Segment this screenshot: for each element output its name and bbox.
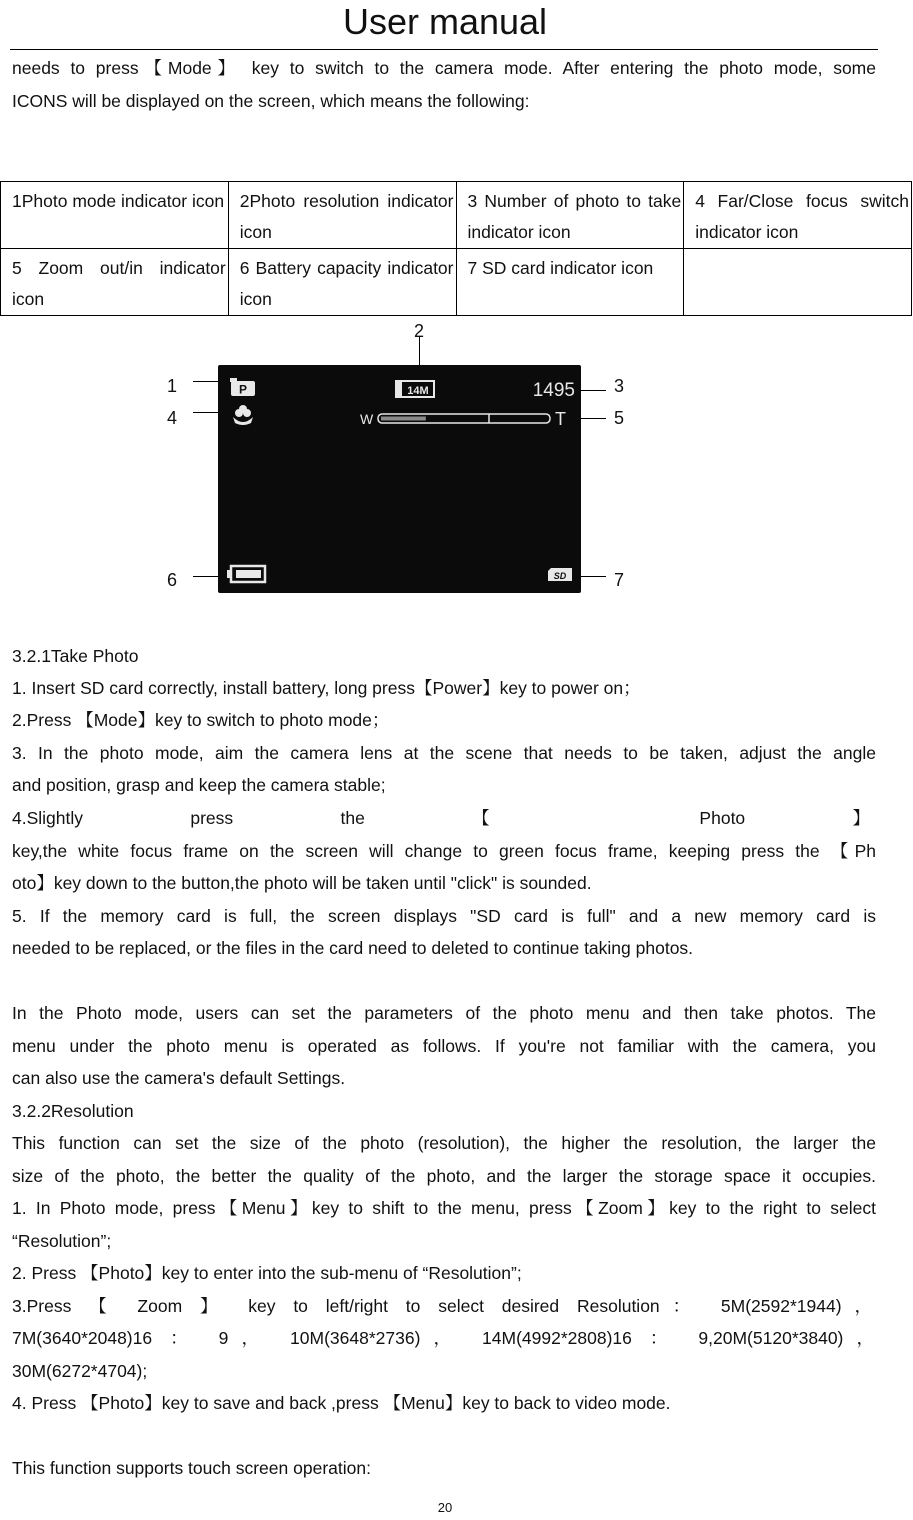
mode-badge-text: P xyxy=(238,382,248,397)
body-line: “Resolution”; xyxy=(12,1231,112,1251)
body-line: 3. In the photo mode, aim the camera lens at the scene that needs to be taken, adjust the angle xyxy=(12,743,876,763)
table-cell: 3 Number of photo to take indicator icon xyxy=(456,182,684,249)
body-line: size of the photo, the better the quality of the photo, and the larger the storage space it occupies. xyxy=(12,1166,876,1186)
body-line: 30M(6272*4704); xyxy=(12,1361,148,1381)
page-title: User manual xyxy=(342,1,548,42)
table-cell: 6 Battery capacity indicator icon xyxy=(228,249,456,316)
body-line: This function can set the size of the photo (resolution), the higher the resolution, the larger the xyxy=(12,1133,876,1153)
table-cell: 4 Far/Close focus switch indicator icon xyxy=(684,182,912,249)
sd-card-icon xyxy=(548,568,572,581)
body-line: 4.Slightly press the 【 Photo 】 xyxy=(12,808,870,828)
body-line: This function supports touch screen operation: xyxy=(12,1458,371,1478)
callout-line-5 xyxy=(580,418,606,419)
table-row xyxy=(1,249,912,316)
body-line: 7M(3640*2048)16 ： 9， 10M(3648*2736)， 14M(4992*2808)16 ： 9,20M(5120*3840)， xyxy=(12,1328,874,1348)
section-heading: 3.2.2Resolution xyxy=(12,1101,134,1121)
callout-5: 5 xyxy=(614,408,625,428)
body-line: and position, grasp and keep the camera stable; xyxy=(12,775,386,795)
shot-count-text: 1495 xyxy=(532,380,575,401)
body-line: menu under the photo menu is operated as follows. If you're not familiar with the camera, you xyxy=(12,1036,876,1056)
zoom-tele-label: T xyxy=(555,409,566,429)
body-line: 2.Press 【Mode】key to switch to photo mode； xyxy=(12,710,390,730)
zoom-wide-label: W xyxy=(360,411,374,427)
resolution-badge-text: 14M xyxy=(407,385,429,397)
camera-screen-image xyxy=(218,365,581,593)
table-cell: 1Photo mode indicator icon xyxy=(1,182,229,249)
body-line: In the Photo mode, users can set the parameters of the photo menu and then take photos. The xyxy=(12,1003,876,1023)
callout-4: 4 xyxy=(167,408,178,428)
table-cell: 7 SD card indicator icon xyxy=(456,249,684,316)
callout-3: 3 xyxy=(614,376,625,396)
callout-1: 1 xyxy=(167,376,178,396)
section-heading: 3.2.1Take Photo xyxy=(12,646,139,666)
body-line: oto】key down to the button,the photo will be taken until "click" is sounded. xyxy=(12,873,592,893)
body-line: needed to be replaced, or the files in the card need to deleted to continue taking photos. xyxy=(12,938,694,958)
icon-legend-table xyxy=(0,181,912,316)
intro-line-1: needs to press【Mode】 key to switch to the camera mode. After entering the photo mode, some xyxy=(12,58,876,78)
body-line: key,the white focus frame on the screen will change to green focus frame, keeping press the 【Ph xyxy=(12,841,876,861)
body-line: can also use the camera's default Settings. xyxy=(12,1068,346,1088)
photo-mode-icon xyxy=(230,378,255,397)
table-row xyxy=(1,182,912,249)
callout-line-3 xyxy=(580,390,606,391)
body-line: 3.Press 【 Zoom 】 key to left/right to select desired Resolution： 5M(2592*1944)， xyxy=(12,1296,872,1316)
body-line: 1. In Photo mode, press【Menu】key to shift to the menu, press【Zoom】key to the right to select xyxy=(12,1198,876,1218)
resolution-icon xyxy=(396,381,434,397)
body-line: 1. Insert SD card correctly, install battery, long press【Power】key to power on； xyxy=(12,678,641,698)
page-number: 20 xyxy=(437,1500,453,1515)
macro-flower-icon xyxy=(233,405,253,425)
body-line: 2. Press 【Photo】key to enter into the sub-menu of “Resolution”; xyxy=(12,1263,522,1283)
battery-icon xyxy=(227,566,265,582)
callout-2: 2 xyxy=(414,321,425,341)
sd-label-text: SD xyxy=(553,571,567,581)
table-cell: 2Photo resolution indicator icon xyxy=(228,182,456,249)
table-cell xyxy=(684,249,912,316)
body-line: 4. Press 【Photo】key to save and back ,press 【Menu】key to back to video mode. xyxy=(12,1393,671,1413)
callout-line-7 xyxy=(580,576,606,577)
body-line: 5. If the memory card is full, the screen displays "SD card is full" and a new memory card is xyxy=(12,906,876,926)
header-rule xyxy=(10,49,878,50)
callout-6: 6 xyxy=(167,570,178,590)
camera-screen-graphic xyxy=(218,365,581,593)
callout-7: 7 xyxy=(614,570,625,590)
intro-line-2: ICONS will be displayed on the screen, which means the following: xyxy=(12,91,530,111)
table-cell: 5 Zoom out/in indicator icon xyxy=(1,249,229,316)
zoom-bar xyxy=(378,414,550,423)
